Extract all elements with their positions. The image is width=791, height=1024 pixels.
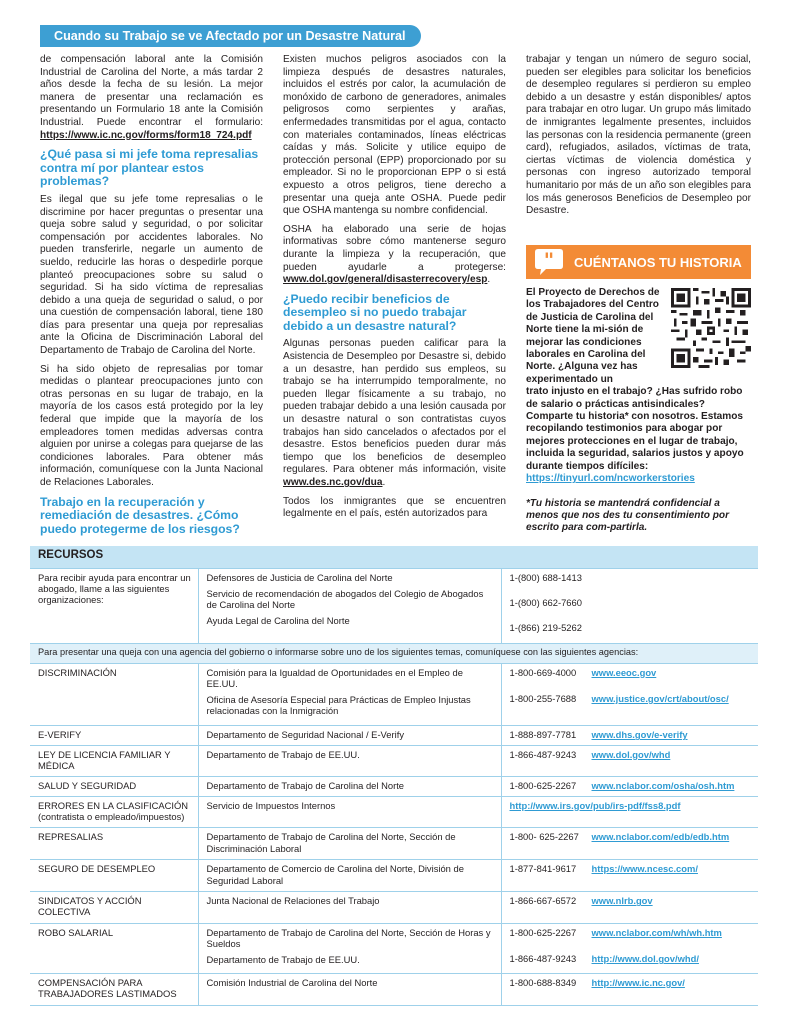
agency-link[interactable]: www.eeoc.gov: [591, 666, 657, 678]
agency-phone: 1-800-625-2267: [509, 927, 577, 939]
contact-line: [510, 953, 753, 964]
resources-title: RECURSOS: [30, 546, 758, 568]
topic-label: E-VERIFY: [30, 726, 198, 745]
topic-label: SALUD Y SEGURIDAD: [30, 777, 198, 796]
agency-cell: [198, 726, 501, 745]
topic-label: REPRESALIAS: [30, 828, 198, 860]
contact-line: [510, 800, 753, 811]
heading-unemployment: ¿Puedo recibir beneficios de desempleo si no puedo trabajar debido a un desastre natural?: [283, 291, 467, 333]
agency-link[interactable]: www.justice.gov/crt/about/osc/: [591, 692, 729, 704]
agency-name: Departamento de Trabajo de Carolina del Norte: [206, 780, 405, 792]
contact-line: [510, 780, 753, 791]
lawyer-phone: 1-(800) 662-7660: [509, 596, 582, 608]
lawyer-phone: 1-(866) 219-5262: [509, 621, 582, 633]
agency-cell: [198, 860, 501, 892]
agency-name: Comisión Industrial de Carolina del Norte: [206, 977, 378, 989]
contact-cell: [501, 892, 758, 924]
agency-phone: 1-800-669-4000: [509, 666, 577, 678]
paragraph: Si ha sido objeto de represalias por tomar medidas o plantear preocupaciones junto con otras personas en su lugar de trabajo, en la mayoría de los casos está protegido por la ley federal que impide que la mayoría de los empleadores tomen medidas adversas contra alguien por unirse a colegas para quejarse de las condiciones laborales. Para obtener más información, comuníquese con la Junta Nacional de Relaciones Laborales.: [40, 363, 263, 488]
paragraph: Todos los inmigrantes que se encuentren legalmente en el país, estén autorizados para: [283, 495, 506, 520]
heading-recovery-work: Trabajo en la recuperación y remediación de desastres. ¿Cómo puedo protegerme de los riesgos?: [40, 494, 240, 536]
agency-name: Departamento de Trabajo de Carolina del Norte, Sección de Discriminación Laboral: [206, 831, 456, 854]
paragraph: Existen muchos peligros asociados con la limpieza después de desastres naturales, incluidos el estrés por calor, la acumulación de monóxido de carbono de generadores, animales peligrosos como serpientes y arañas, enfermedades transmitidas por el agua, contacto con materiales contaminados, líneas eléctricas caídas y más. Solicite y utilice equipo de protección personal (EPP) proporcionado por su empleador. Si no le proporcionan EPP o si está expuesto a otros peligros, tiene derecho a presentar una queja ante OSHA. Puede pedir que OSHA mantenga su nombre confidencial.: [283, 54, 506, 217]
paragraph: trabajar y tengan un número de seguro social, pueden ser elegibles para solicitar los beneficios de desempleo regulares si perdieron su empleo debido a un desastre y están disponibles/ aptos para trabajar en otro lugar. Un grupo más limitado de inmigrantes legalmente presentes, incluidos las personas con la residencia permanente (green card), refugiados, asilados, víctimas de trata, ciertas víctimas de violencia doméstica y personas con ingreso autorizado temporal humanitario por más de un año son elegibles para los más generosos Beneficios de Desempleo por Desastre.: [526, 54, 751, 217]
topic-label: ROBO SALARIAL: [30, 924, 198, 974]
column-2: [283, 54, 506, 527]
table-row: [30, 663, 758, 726]
agency-cell: [198, 974, 501, 1006]
agency-phone: 1-800-688-8349: [509, 977, 577, 989]
qr-code-icon[interactable]: [671, 288, 751, 368]
paragraph-text: OSHA ha elaborado una serie de hojas informativas sobre cómo mantenerse seguro durante la limpieza y la recuperación, que pueden ayudarle a protegerse:: [283, 223, 506, 273]
agency-cell: [198, 892, 501, 924]
table-row: [30, 924, 758, 974]
header-banner: [40, 25, 421, 47]
contact-cell: [501, 860, 758, 892]
agency-link[interactable]: www.dhs.gov/e-verify: [591, 729, 688, 741]
heading-retaliation: ¿Qué pasa si mi jefe toma represalias contra mí por plantear estos problemas?: [40, 147, 259, 189]
table-row: [30, 974, 758, 1006]
contact-line: [510, 831, 753, 842]
agency-cell: [198, 924, 501, 974]
agency-link[interactable]: www.nlrb.gov: [591, 895, 653, 907]
agency-cell: [198, 663, 501, 726]
agency-name: Departamento de Seguridad Nacional / E-Verify: [206, 729, 405, 741]
contact-cell: [501, 974, 758, 1006]
agency-name: Departamento de Trabajo de EE.UU.: [206, 954, 360, 966]
table-row: [30, 796, 758, 828]
topic-label: COMPENSACIÓN PARA TRABAJADORES LASTIMADOS: [30, 974, 198, 1006]
topic-label: LEY DE LICENCIA FAMILIAR Y MÉDICA: [30, 745, 198, 777]
agency-phone: 1-866-667-6572: [509, 895, 577, 907]
contact-line: [510, 729, 753, 740]
agency-phone: 1-800- 625-2267: [509, 831, 579, 843]
contact-line: [510, 863, 753, 874]
agency-link[interactable]: http://www.dol.gov/whd/: [591, 953, 699, 965]
table-row: [30, 860, 758, 892]
paragraph: Es ilegal que su jefe tome represalias o le discrimine por hacer preguntas o presentar una queja sobre salud y seguridad, o por solicitar compensación por accidentes laborales. No pueden transferirle, negarle un aumento de sueldo, reducirle las horas o despedirle porque planteó preocupaciones sobre su salud o seguridad. Si ha sido víctima de represalias debido a una queja de seguridad o salud, o por una cuestión de compensación laboral, tiene 180 días para presentar una queja por represalias ante la Oficina de Discriminación Laboral del Departamento de Trabajo de Carolina del Norte.: [40, 193, 263, 357]
quote-icon: [532, 248, 566, 276]
contact-line: [510, 667, 753, 678]
agency-cell: [198, 796, 501, 828]
paragraph: [283, 224, 506, 287]
topic-label: SINDICATOS Y ACCIÓN COLECTIVA: [30, 892, 198, 924]
callout-title: CUÉNTANOS TU HISTORIA: [574, 255, 742, 270]
agency-phone: 1-800-625-2267: [509, 780, 577, 792]
contact-line: [510, 927, 753, 938]
agency-name: Servicio de Impuestos Internos: [206, 799, 336, 811]
table-row: [30, 726, 758, 745]
contact-cell: [501, 828, 758, 860]
lawyers-row: [30, 568, 758, 644]
agencies-intro-row: [30, 644, 758, 663]
contact-cell: [501, 924, 758, 974]
agency-name: Junta Nacional de Relaciones del Trabajo: [206, 895, 380, 907]
paragraph-text: Algunas personas pueden calificar para la Asistencia de Desempleo por Desastre si, debido a un desastre, han perdido sus empleos, su trabajo se ha interrumpido temporalmente, no pueden llegar físicamente a su trabajo, no pueden trabajar debido a una lesión causada por un desastre natural o son contratistas cuyos trabajos han sido cancelados o afectados por el desastre. Estos beneficios pueden durar más tiempo que los beneficios de desempleo regulares. Para obtener más información, visite: [283, 338, 506, 476]
paragraph-text: de compensación laboral ante la Comisión Industrial de Carolina del Norte, a más tardar 2 años desde la fecha de su lesión. La mejor manera de presentar una reclamación es presentando un Formulario 18 ante la Comisión Industrial. Puede encontrar el formulario:: [40, 54, 263, 128]
agency-link[interactable]: www.dol.gov/whd: [591, 748, 671, 760]
paragraph-end: .: [487, 274, 491, 286]
lawyer-org: Defensores de Justicia de Carolina del Norte: [206, 571, 393, 583]
stories-link[interactable]: https://tinyurl.com/ncworkerstories: [526, 473, 695, 485]
agencies-intro: Para presentar una queja con una agencia del gobierno o informarse sobre uno de los siguientes temas, comuníquese con las siguientes agencias:: [30, 644, 758, 663]
lawyer-phones: [501, 568, 758, 644]
agency-name: Comisión para la Igualdad de Oportunidades en el Empleo de EE.UU.: [206, 666, 463, 689]
form18-link[interactable]: https://www.ic.nc.gov/forms/form18_724.pdf: [40, 129, 252, 141]
dua-link[interactable]: www.des.nc.gov/dua: [283, 477, 383, 488]
agency-phone: 1-888-897-7781: [509, 729, 577, 741]
column-1: [40, 54, 263, 541]
agency-link[interactable]: www.nclabor.com/wh/wh.htm: [591, 927, 722, 939]
contact-line: [510, 895, 753, 906]
agency-name: Departamento de Trabajo de Carolina del Norte, Sección de Horas y Sueldos: [206, 927, 491, 950]
paragraph: [40, 54, 263, 142]
agency-name: Departamento de Comercio de Carolina del Norte, División de Seguridad Laboral: [206, 863, 464, 886]
contact-cell: [501, 796, 758, 828]
topic-label: SEGURO DE DESEMPLEO: [30, 860, 198, 892]
lawyer-org: Servicio de recomendación de abogados del Colegio de Abogados de Carolina del Norte: [206, 587, 484, 610]
topic-label: DISCRIMINACIÓN: [30, 663, 198, 726]
callout-text-main: trato injusto en el trabajo? ¿Has sufrido robo de salario o prácticas antisindicales? Comparte tu historia* con nosotros. Estamos recopilando testimonios para abogar por mejores protecciones en el lugar de trabajo, incluida la seguridad, salarios justos y apoyo durante tiempos difíciles:: [526, 386, 744, 472]
agency-link[interactable]: http://www.irs.gov/pub/irs-pdf/fss8.pdf: [509, 799, 681, 811]
lawyer-names: [198, 568, 501, 644]
agency-cell: [198, 745, 501, 777]
contact-line: [510, 749, 753, 760]
agency-phone: 1-866-487-9243: [509, 748, 577, 760]
callout-header: [526, 245, 751, 279]
agency-name: Oficina de Asesoría Especial para Prácticas de Empleo Injustas relacionadas con la Inmigración: [206, 694, 471, 717]
agency-phone: 1-866-487-9243: [509, 953, 577, 965]
banner-title: Cuando su Trabajo se ve Afectado por un Desastre Natural: [54, 29, 406, 43]
svg-text:": ": [543, 248, 555, 272]
agency-name: Departamento de Trabajo de EE.UU.: [206, 748, 360, 760]
lawyers-label: Para recibir ayuda para encontrar un abogado, llame a las siguientes organizaciones:: [30, 568, 198, 644]
callout-text-intro: El Proyecto de Derechos de los Trabajadores del Centro de Justicia de Carolina del Norte tiene la mi-sión de mejorar las condiciones laborales en Carolina del Norte. ¿Alguna vez has experimentado un: [526, 287, 660, 385]
agency-cell: [198, 828, 501, 860]
agency-link[interactable]: www.nclabor.com/osha/osh.htm: [591, 780, 735, 792]
contact-line: [510, 693, 753, 704]
confidential-note: *Tu historia se mantendrá confidencial a menos que nos des tu consentimiento por escrito para com-partirla.: [526, 497, 730, 534]
agency-phone: 1-877-841-9617: [509, 863, 577, 875]
contact-cell: [501, 745, 758, 777]
paragraph-end: .: [382, 477, 386, 488]
resources-table: [30, 546, 758, 1006]
agency-link[interactable]: http://www.ic.nc.gov/: [591, 977, 685, 989]
resources-header-row: [30, 546, 758, 568]
column-3: [526, 54, 751, 224]
table-row: [30, 745, 758, 777]
contact-cell: [501, 663, 758, 726]
table-row: [30, 777, 758, 796]
agency-phone: 1-800-255-7688: [509, 692, 577, 704]
agency-link[interactable]: www.nclabor.com/edb/edb.htm: [591, 831, 730, 843]
lawyer-org: Ayuda Legal de Carolina del Norte: [206, 615, 350, 627]
agency-cell: [198, 777, 501, 796]
contact-line: [510, 977, 753, 988]
contact-cell: [501, 726, 758, 745]
table-row: [30, 828, 758, 860]
topic-label: ERRORES EN LA CLASIFICACIÓN (contratista o empleado/impuestos): [30, 796, 198, 828]
table-row: [30, 892, 758, 924]
osha-link[interactable]: www.dol.gov/general/disasterrecovery/esp: [283, 274, 488, 286]
agency-link[interactable]: https://www.ncesc.com/: [591, 863, 698, 875]
lawyer-phone: 1-(800) 688-1413: [509, 571, 582, 583]
contact-cell: [501, 777, 758, 796]
paragraph: [283, 338, 506, 489]
